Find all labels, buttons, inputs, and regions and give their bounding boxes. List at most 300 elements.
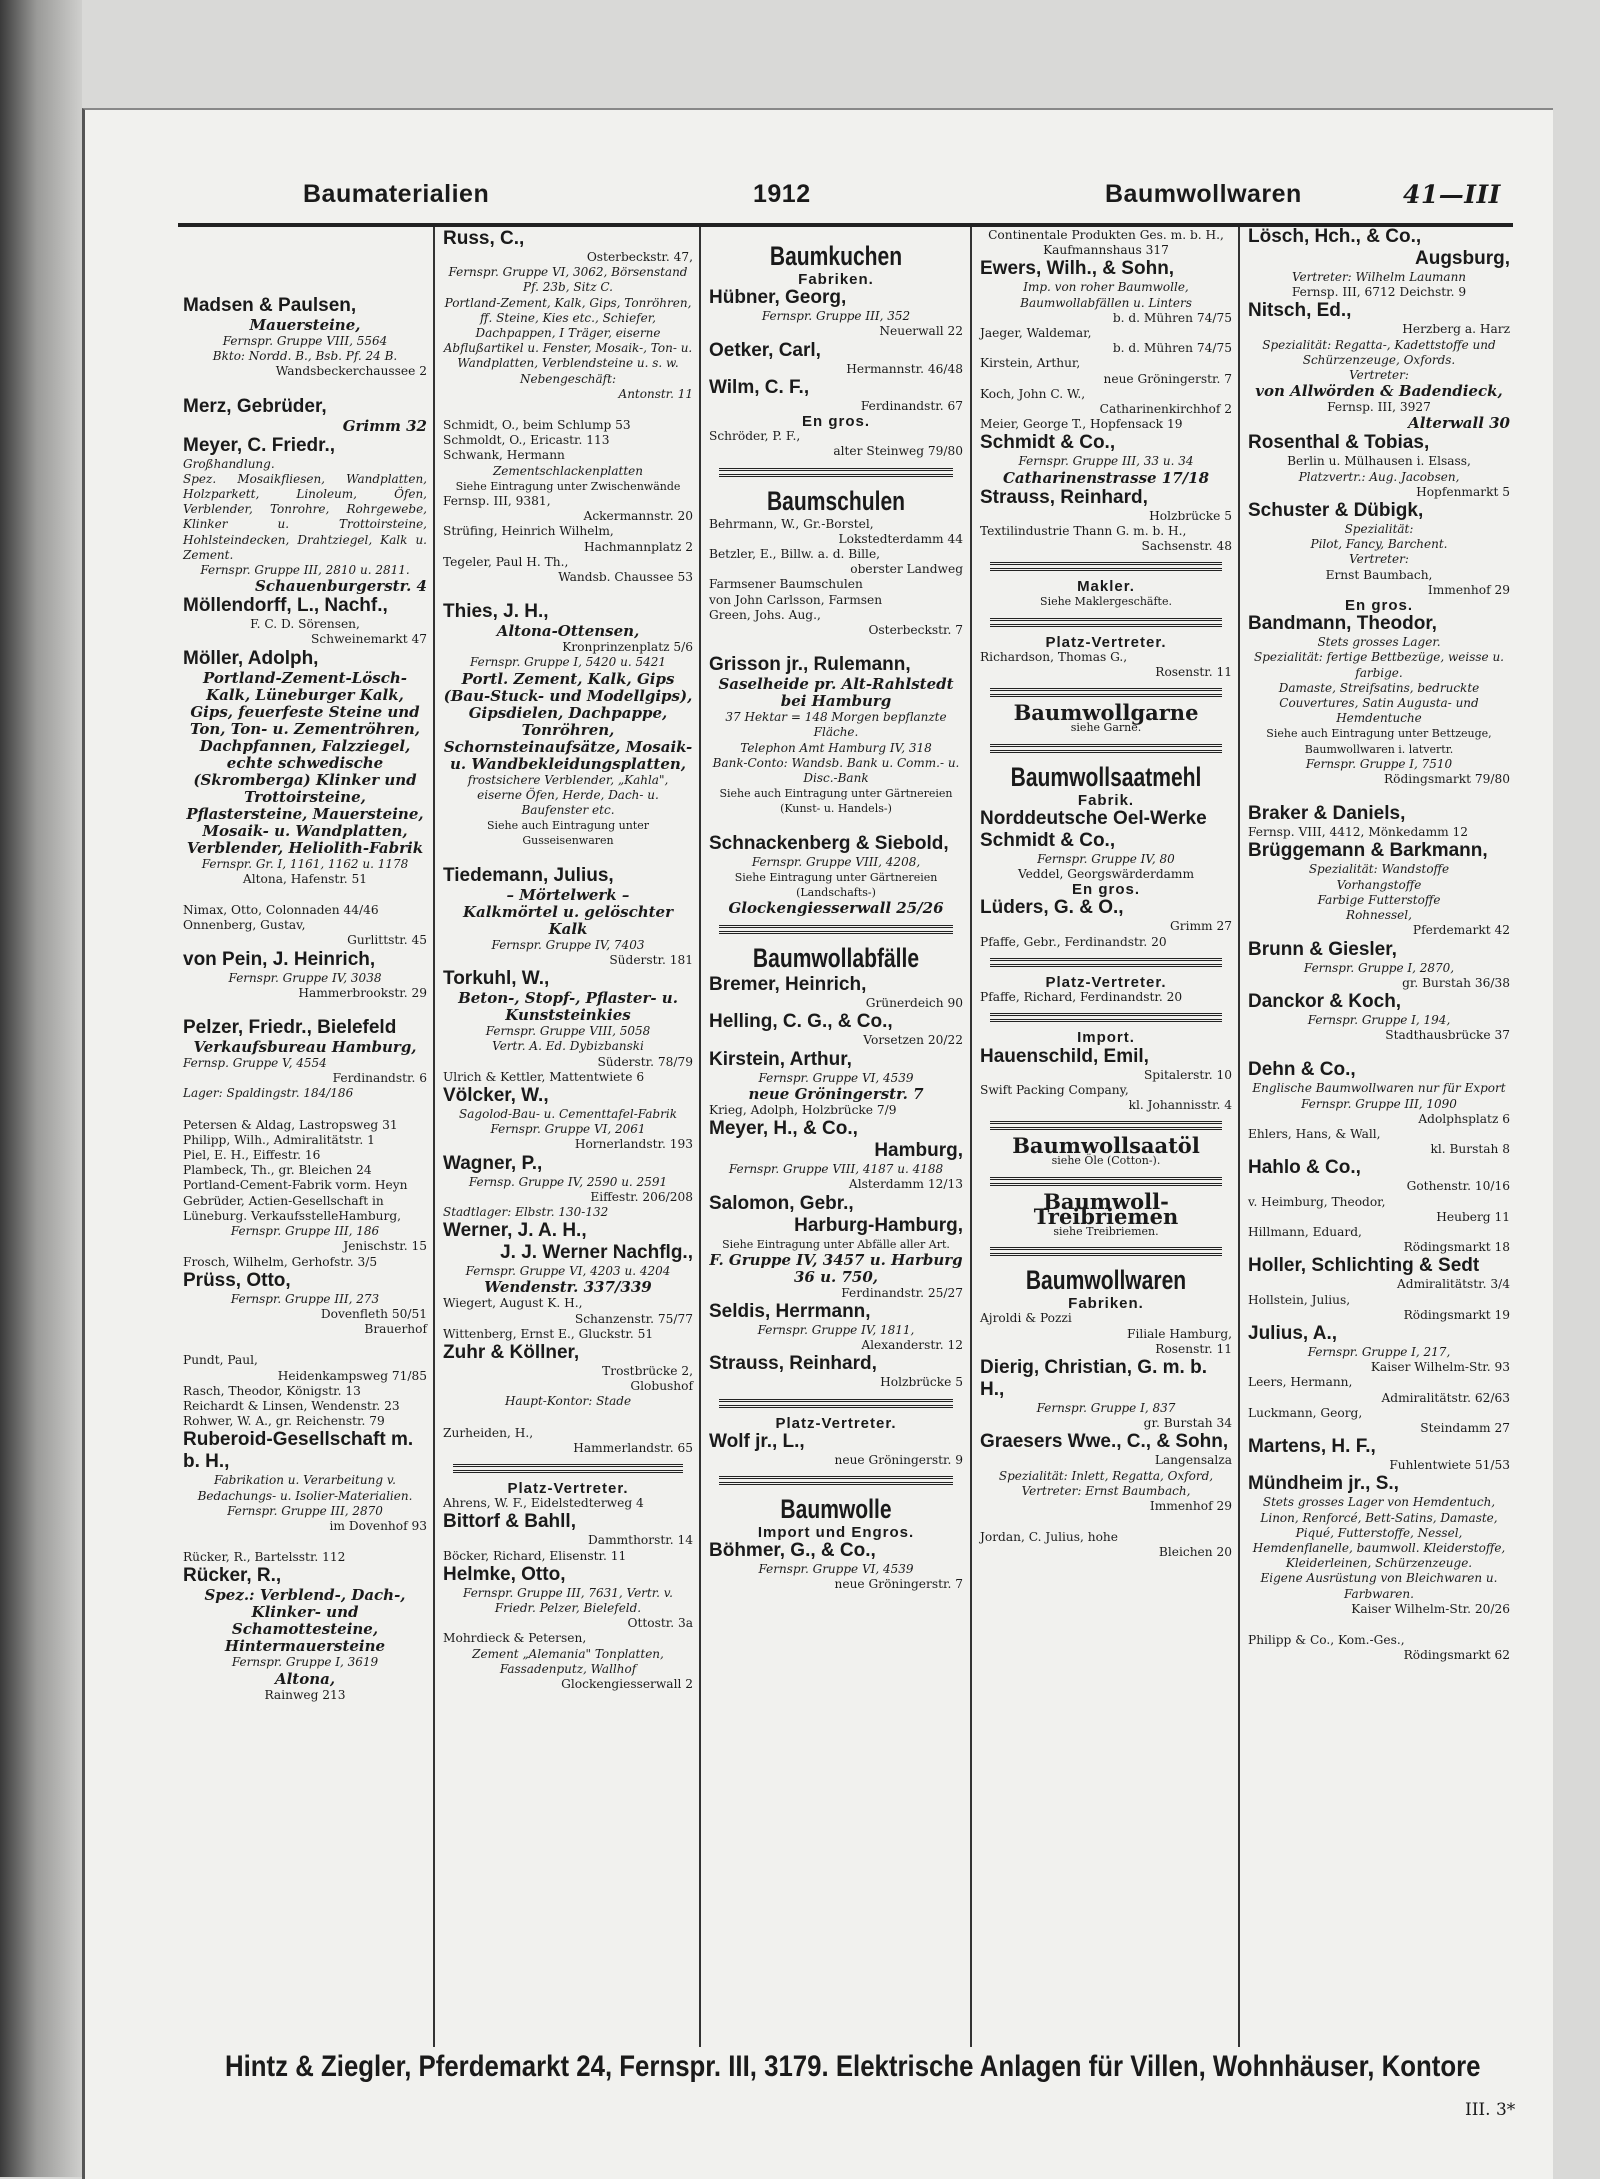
entry-address: Vorsetzen 20/22 — [863, 1033, 963, 1048]
entry-specialty: Spezialität: Wandstoffe — [1308, 862, 1450, 877]
section-subtitle: Import und Engros. — [757, 1523, 915, 1541]
entry-address: Rosenstr. 11 — [1155, 665, 1232, 680]
entry-address: alter Steinweg 79/80 — [833, 444, 963, 459]
double-rule — [719, 1399, 953, 1408]
section-heading: Baumwollsaatöl — [1012, 1133, 1200, 1159]
entry-name: Grisson jr., Rulemann, — [709, 654, 911, 676]
entry-name: von Pein, J. Heinrich, — [183, 948, 376, 970]
entry-address: Holzbrücke 5 — [1149, 508, 1232, 523]
entry-address: Lokstedterdamm 44 — [838, 531, 963, 546]
entry-line: Jaeger, Waldemar, — [980, 326, 1092, 341]
entry-line: Böcker, Richard, Elisenstr. 11 — [443, 1548, 627, 1563]
entry-name: Zuhr & Köllner, — [443, 1341, 580, 1363]
entry-name: Lüders, G. & O., — [980, 897, 1124, 919]
entry-address: Jenischstr. 15 — [343, 1239, 427, 1254]
entry-line: Plambeck, Th., gr. Bleichen 24 — [183, 1163, 372, 1178]
entry-name: Lösch, Hch., & Co., — [1248, 226, 1422, 247]
entry-name: Holler, Schlichting & Sedt — [1248, 1255, 1480, 1277]
entry-address: Grimm 32 — [342, 416, 427, 435]
entry-note: Siehe Eintragung unter Zwischenwände — [455, 479, 681, 493]
entry-name: Ruberoid-Gesellschaft m. b. H., — [183, 1429, 414, 1473]
section-subtitle: Platz-Vertreter. — [775, 1414, 897, 1432]
entry-name: Russ, C., — [443, 228, 525, 249]
entry-address: Süderstr. 181 — [609, 952, 693, 967]
column-3 — [709, 240, 963, 1593]
entry-phone: Fernspr. Gruppe IV, 7403 — [491, 937, 645, 952]
section-heading: Baumwoll-Treibriemen — [1033, 1188, 1179, 1229]
entry-line: Rohwer, W. A., gr. Reichenstr. 79 — [183, 1414, 385, 1429]
entry-line: Ernst Baumbach, — [1325, 567, 1433, 582]
entry-address: neue Gröningerstr. 7 — [834, 1577, 963, 1592]
entry-line: Swift Packing Company, — [980, 1082, 1129, 1097]
entry-line: Onnenberg, Gustav, — [183, 918, 306, 933]
entry-phone: Fernspr. Gruppe VIII, 4187 u. 4188 — [728, 1162, 944, 1177]
entry-specialty: Spezialität: Regatta-, Kadettstoffe und Schürzenzeuge, Oxfords. — [1262, 337, 1496, 367]
section-subtitle: Fabrik. — [1077, 791, 1135, 809]
entry-address: Catharinenkirchhof 2 — [1099, 402, 1232, 417]
entry-note: 37 Hektar = 148 Morgen bepflanzte Fläche. — [725, 710, 947, 740]
entry-address: Grünerdeich 90 — [865, 996, 963, 1011]
entry-note: Vertreter: — [1349, 552, 1409, 567]
entry-note: Eigene Ausrüstung von Bleichwaren u. Farbwaren. — [1260, 1571, 1498, 1601]
entry-name: Dehn & Co., — [1248, 1059, 1356, 1081]
double-rule — [990, 688, 1222, 697]
entry-phone: Fernspr. Gruppe III, 7631, Vertr. v. Friedr. Pelzer, Bielefeld. — [463, 1585, 673, 1615]
entry-address: Rödingsmarkt 18 — [1403, 1240, 1510, 1255]
section-subtitle: Fabriken. — [798, 271, 874, 288]
entry-address: Ackermannstr. 20 — [583, 509, 693, 524]
section-heading: Baumwollabfälle — [752, 943, 920, 974]
entry-note: Vertreter: Wilhelm Laumann — [1291, 270, 1467, 284]
entry-phone: Fernspr. Gruppe VIII, 5564 — [222, 334, 388, 348]
section-subtitle: Platz-Vertreter. — [1045, 973, 1167, 991]
entry-name: Norddeutsche Oel-Werke Schmidt & Co., — [980, 807, 1207, 851]
entry-address: Immenhof 29 — [1427, 582, 1510, 597]
entry-phone: Fernspr. Gruppe I, 2870, — [1303, 960, 1455, 975]
entry-line: Kirstein, Arthur, — [980, 356, 1081, 371]
entry-note: Lager: Spaldingstr. 184/186 — [183, 1086, 354, 1101]
entry-line: Luckmann, Georg, — [1248, 1405, 1363, 1420]
entry-address: Rödingsmarkt 79/80 — [1383, 772, 1510, 787]
entry-line: Tegeler, Paul H. Th., — [443, 554, 569, 569]
entry-note: Vertreter: — [1349, 368, 1409, 383]
entry-address: Heuberg 11 — [1436, 1209, 1510, 1224]
entry-line: v. Heimburg, Theodor, — [1248, 1194, 1386, 1209]
entry-address: b. d. Mühren 74/75 — [1112, 310, 1232, 325]
entry-address: Gothenstr. 10/16 — [1406, 1179, 1510, 1194]
entry-line: Frosch, Wilhelm, Gerhofstr. 3/5 — [183, 1254, 378, 1269]
entry-name: Möller, Adolph, — [183, 647, 319, 669]
entry-line: von John Carlsson, Farmsen — [709, 592, 883, 607]
entry-specialty: Portl. Zement, Kalk, Gips (Bau-Stuck- und Modellgips), Gipsdielen, Dachpappe, Tonröhren, Schornsteinaufsätze, Mosaik- u. Wandbekleidungsplatten, — [443, 669, 693, 773]
entry-line: Textilindustrie Thann G. m. b. H., — [980, 523, 1187, 538]
entry-address: kl. Burstah 8 — [1430, 1142, 1510, 1157]
entry-address: Hopfenmarkt 5 — [1416, 484, 1510, 499]
entry-phone: Fernspr. Gruppe III, 33 u. 34 — [1018, 454, 1194, 469]
column-divider — [433, 227, 435, 2047]
entry-specialty: Verkaufsbureau Hamburg, — [193, 1038, 417, 1057]
section-subtitle: En gros. — [1071, 881, 1140, 899]
entry-line: Schröder, P. F., — [709, 429, 801, 444]
entry-note: Stadtlager: Elbstr. 130-132 — [443, 1204, 609, 1219]
entry-address: Trostbrücke 2, — [602, 1363, 693, 1378]
entry-address: Stadthausbrücke 37 — [1385, 1028, 1510, 1043]
entry-address: oberster Landweg — [850, 562, 963, 577]
entry-phone: Fernspr. Gruppe VI, 4539 — [758, 1562, 914, 1577]
entry-line: Rücker, R., Bartelsstr. 112 — [183, 1550, 346, 1565]
double-rule — [990, 744, 1222, 753]
entry-city: Augsburg, — [1415, 248, 1510, 269]
entry-line: Petersen & Aldag, Lastropsweg 31 — [183, 1117, 398, 1132]
entry-name: Rosenthal & Tobias, — [1248, 432, 1430, 454]
entry-phone: Fernsp. Gruppe V, 4554 — [183, 1056, 327, 1071]
entry-phone: Fernspr. Gruppe IV, 1811, — [757, 1322, 915, 1337]
entry-name: Braker & Daniels, — [1248, 803, 1406, 825]
entry-line: Ehlers, Hans, & Wall, — [1248, 1126, 1381, 1141]
entry-line: Hollstein, Julius, — [1248, 1292, 1351, 1307]
entry-address: Wandsb. Chaussee 53 — [558, 570, 693, 585]
entry-note: Siehe auch Eintragung unter Bettzeuge, Baumwollwaren i. latvertr. — [1266, 727, 1492, 756]
double-rule — [990, 1013, 1222, 1022]
entry-address: Alsterdamm 12/13 — [848, 1177, 963, 1192]
entry-phone: Fernspr. Gruppe I, 837 — [1036, 1400, 1176, 1415]
double-rule — [453, 1464, 683, 1473]
entry-specialty: Spez. Mosaikfliesen, Wandplatten, Holzparkett, Linoleum, Öfen, Verblender, Tonrohre, Rohrgewebe, Klinker u. Trottoirsteine, Hohlsteindecken, Drahtziegel, Kalk u. Zement. — [183, 471, 427, 562]
entry-address: Ferdinandstr. 6 — [332, 1071, 427, 1086]
directory-page — [82, 108, 1553, 2179]
entry-specialty: Englische Baumwollwaren nur für Export — [1252, 1081, 1506, 1096]
entry-address: Osterbeckstr. 47, — [586, 250, 693, 264]
entry-address: Fuhlentwiete 51/53 — [1389, 1458, 1510, 1473]
column-divider — [970, 227, 972, 2047]
entry-note: Haupt-Kontor: Stade — [504, 1394, 632, 1409]
entry-address: im Dovenhof 93 — [329, 1518, 427, 1533]
entry-specialty: – Mörtelwerk – — [506, 885, 630, 904]
page-number: III. 3* — [1465, 2100, 1516, 2120]
entry-city: Langensalza — [1154, 1453, 1232, 1468]
entry-address: Hammerlandstr. 65 — [573, 1440, 693, 1455]
entry-note: eiserne Öfen, Herde, Dach- u. Baufenster etc. — [477, 787, 659, 818]
section-subtitle: Makler. — [1077, 578, 1135, 596]
entry-address: Hermannstr. 46/48 — [846, 361, 963, 376]
entry-address: Steindamm 27 — [1420, 1420, 1510, 1435]
entry-line: Richardson, Thomas G., — [980, 649, 1128, 664]
entry-specialty: Kalkmörtel u. gelöschter Kalk — [463, 902, 673, 938]
entry-address: Glockengiesserwall 25/26 — [728, 899, 944, 918]
entry-line: Zurheiden, H., — [443, 1425, 534, 1440]
section-heading: Baumschulen — [766, 485, 906, 516]
entry-specialty: Farbige Futterstoffe — [1317, 892, 1441, 907]
entry-name: Bittorf & Bahll, — [443, 1511, 576, 1533]
entry-line: Jordan, C. Julius, hohe — [980, 1530, 1118, 1545]
entry-city: Harburg-Hamburg, — [794, 1214, 963, 1236]
entry-specialty: Damaste, Streifsatins, bedruckte Couvertures, Satin Augusta- und Hemdentuche — [1278, 680, 1480, 726]
entry-name: Torkuhl, W., — [443, 968, 550, 990]
entry-note: Spezialität: — [1344, 522, 1414, 537]
double-rule — [990, 1177, 1222, 1186]
entry-address: Globushof — [630, 1379, 693, 1394]
entry-city: Saselheide pr. Alt-Rahlstedt bei Hamburg — [718, 675, 954, 711]
entry-name: Kirstein, Arthur, — [709, 1048, 852, 1070]
book-binding — [0, 0, 82, 2177]
entry-note: Vertreter: Ernst Baumbach, — [1021, 1483, 1191, 1498]
section-heading: Baumkuchen — [769, 241, 903, 271]
header-left: Baumaterialien — [303, 180, 490, 208]
double-rule — [990, 562, 1222, 571]
entry-phone: Fernspr. Gruppe I, 7510 — [1305, 756, 1453, 771]
entry-name: Oetker, Carl, — [709, 339, 821, 361]
entry-specialty: Pilot, Fancy, Barchent. — [1310, 537, 1448, 552]
entry-address: neue Gröningerstr. 7 — [748, 1084, 924, 1103]
entry-address: Rainweg 213 — [264, 1687, 346, 1702]
entry-phone: Fernspr. Gruppe IV, 80 — [1037, 851, 1175, 866]
entry-phone: Fernsp. III, 3927 — [1327, 400, 1431, 415]
entry-address: Dovenfleth 50/51 — [320, 1306, 427, 1321]
section-heading: Baumwolle — [780, 1493, 892, 1524]
double-rule — [990, 958, 1222, 967]
entry-address: Hammerbrookstr. 29 — [298, 985, 427, 1000]
entry-line: Green, Johs. Aug., — [709, 607, 821, 622]
entry-address: Süderstr. 78/79 — [597, 1054, 693, 1069]
entry-phone: Fernspr. Gruppe IV, 3038 — [228, 970, 382, 985]
entry-address: Rosenstr. 11 — [1155, 1341, 1232, 1356]
entry-line: Krieg, Adolph, Holzbrücke 7/9 — [709, 1102, 897, 1117]
entry-city: Altona, — [274, 1669, 336, 1688]
column-1 — [183, 295, 427, 1703]
entry-address: Rödingsmarkt 19 — [1403, 1307, 1510, 1322]
entry-name: Schmidt & Co., — [980, 432, 1116, 454]
entry-phone: Fernsp. III, 6712 Deichstr. 9 — [1291, 285, 1467, 300]
column-4 — [980, 228, 1232, 1561]
entry-specialty: Stets grosses Lager von Hemdentuch, Linon, Renforcé, Bett-Satins, Damaste, Piqué, Futterstoffe, Nessel, Hemdenflanelle, baumwoll. Kleiderstoffe, Kleiderleinen, Schürzenzeuge. — [1252, 1495, 1506, 1571]
entry-phone: Fernspr. Gruppe I, 5420 u. 5421 — [469, 655, 667, 670]
entry-address: Schauenburgerstr. 4 — [255, 577, 427, 596]
entry-name: Wilm, C. F., — [709, 376, 810, 398]
entry-phone: Fernspr. Gruppe III, 1090 — [1301, 1096, 1457, 1111]
entry-address: Alexanderstr. 12 — [861, 1338, 963, 1353]
entry-address: Admiralitätstr. 62/63 — [1381, 1390, 1510, 1405]
entry-address: Hachmannplatz 2 — [583, 539, 693, 554]
entry-name: Wagner, P., — [443, 1152, 543, 1174]
entry-line: Piel, E. H., Eiffestr. 16 — [183, 1148, 321, 1163]
entry-specialty: Fabrikation u. Verarbeitung v. Bedachungs- u. Isolier-Materialien. — [197, 1473, 413, 1503]
entry-line: Ulrich & Kettler, Mattentwiete 6 — [443, 1069, 645, 1084]
double-rule — [990, 1121, 1222, 1130]
entry-phone: Fernspr. Gruppe VI, 4539 — [758, 1070, 914, 1085]
entry-name: Böhmer, G., & Co., — [709, 1540, 876, 1562]
entry-phone: Telephon Amt Hamburg IV, 318 — [740, 740, 932, 755]
section-heading: Baumwollgarne — [1013, 700, 1199, 726]
section-subtitle: Platz-Vertreter. — [1045, 633, 1167, 651]
entry-specialty: Imp. von roher Baumwolle, Baumwollabfällen u. Linters — [1020, 280, 1192, 310]
entry-address: Catharinenstrasse 17/18 — [1002, 468, 1210, 487]
entry-address: Admiralitätstr. 3/4 — [1396, 1277, 1510, 1292]
entry-name: Tiedemann, Julius, — [443, 864, 614, 886]
entry-line: Rasch, Theodor, Königstr. 13 — [183, 1383, 361, 1398]
entry-city: Hamburg, — [874, 1140, 963, 1162]
entry-name: Dierig, Christian, G. m. b. H., — [980, 1356, 1207, 1400]
entry-specialty: Beton-, Stopf-, Pflaster- u. Kunststeinkies — [458, 989, 678, 1025]
section-heading: Baumwollwaren — [1025, 1265, 1187, 1296]
entry-phone: Fernspr. Gruppe VIII, 5058 — [485, 1024, 651, 1039]
entry-address: Sachsenstr. 48 — [1141, 539, 1232, 554]
entry-phone: Fernspr. Gruppe I, 217, — [1307, 1344, 1451, 1359]
entry-line: Reichardt & Linsen, Wendenstr. 23 — [183, 1398, 400, 1413]
entry-phone: Fernsp. III, 9381, — [443, 494, 551, 509]
entry-name: Schnackenberg & Siebold, — [709, 832, 949, 854]
entry-line: Continentale Produkten Ges. m. b. H., Kaufmannshaus 317 — [988, 228, 1224, 258]
section-subtitle: En gros. — [1344, 597, 1413, 615]
entry-address: Bleichen 20 — [1158, 1545, 1232, 1560]
section-subtitle: Platz-Vertreter. — [507, 1479, 629, 1497]
entry-line: Pfaffe, Richard, Ferdinandstr. 20 — [980, 990, 1183, 1005]
section-subtitle: En gros. — [801, 413, 870, 431]
entry-line: Hillmann, Eduard, — [1248, 1224, 1362, 1239]
entry-specialty: Zement „Alemania" Tonplatten, Fassadenputz, Wallhof — [472, 1646, 664, 1676]
entry-line: Ahrens, W. F., Eidelstedterweg 4 — [443, 1496, 644, 1511]
entry-address: neue Gröningerstr. 7 — [1103, 371, 1232, 386]
entry-name: Thies, J. H., — [443, 601, 549, 623]
entry-address: Wandsbeckerchaussee 2 — [275, 364, 427, 379]
entry-address: Osterbeckstr. 7 — [868, 623, 963, 638]
entry-line: Portland-Cement-Fabrik vorm. Heyn Gebrüder, Actien-Gesellschaft in Lüneburg. VerkaufsstelleHamburg, — [183, 1178, 408, 1223]
entry-phone: Fernsp. Gruppe IV, 2590 u. 2591 — [468, 1174, 668, 1189]
entry-line: Koch, John C. W., — [980, 386, 1086, 401]
entry-phone: Fernspr. Gruppe I, 3619 — [231, 1655, 379, 1670]
entry-address: gr. Burstah 34 — [1143, 1416, 1232, 1431]
entry-line: Philipp, Wilh., Admiralitätstr. 1 — [183, 1132, 375, 1147]
entry-line: Pfaffe, Gebr., Ferdinandstr. 20 — [980, 934, 1167, 949]
entry-name: Meyer, C. Friedr., — [183, 434, 336, 456]
entry-phone: Fernspr. Gr. I, 1161, 1162 u. 1178 — [201, 856, 409, 871]
entry-address: Adolphsplatz 6 — [1418, 1111, 1510, 1126]
entry-address: Grimm 27 — [1170, 919, 1232, 934]
entry-address: Filiale Hamburg, — [1126, 1326, 1232, 1341]
entry-address: Gurlittstr. 45 — [347, 933, 427, 948]
entry-address: Schanzenstr. 75/77 — [574, 1311, 693, 1326]
entry-address: Ottostr. 3a — [627, 1616, 693, 1631]
entry-line: Pundt, Paul, — [183, 1353, 258, 1368]
entry-name: Ewers, Wilh., & Sohn, — [980, 258, 1175, 280]
entry-note: Siehe auch Eintragung unter Gärtnereien (Kunst- u. Handels-) — [719, 787, 953, 816]
double-rule — [719, 1476, 953, 1485]
entry-city: Altona-Ottensen, — [496, 622, 640, 641]
entry-representative: von Allwörden & Badendieck, — [1255, 382, 1503, 401]
entry-name: Mündheim jr., S., — [1248, 1473, 1399, 1495]
entry-line: Philipp & Co., Kom.-Ges., — [1248, 1633, 1405, 1647]
entry-specialty: Spezialität: Inlett, Regatta, Oxford, — [998, 1468, 1214, 1483]
double-rule — [990, 1247, 1222, 1256]
entry-line: Nimax, Otto, Colonnaden 44/46 — [183, 903, 379, 918]
entry-specialty: Sagolod-Bau- u. Cementtafel-Fabrik — [459, 1106, 677, 1121]
entry-address: Immenhof 29 — [1149, 1498, 1232, 1513]
entry-name: Helling, C. G., & Co., — [709, 1011, 893, 1033]
entry-name: Danckor & Koch, — [1248, 990, 1402, 1012]
entry-phone: Fernspr. Gruppe III, 352 — [761, 309, 911, 324]
double-rule — [719, 468, 953, 477]
entry-name: Merz, Gebrüder, — [183, 395, 327, 417]
entry-line: Wittenberg, Ernst E., Gluckstr. 51 — [443, 1326, 654, 1341]
entry-line: Betzler, E., Billw. a. d. Bille, — [709, 547, 881, 562]
entry-name: Seldis, Herrmann, — [709, 1300, 871, 1322]
entry-address: Altona, Hafenstr. 51 — [242, 871, 368, 886]
column-divider — [1238, 227, 1240, 2047]
entry-phone: Fernspr. Gruppe III, 2870 — [227, 1503, 383, 1518]
entry-bank: Bkto: Nordd. B., Bsb. Pf. 24 B. — [212, 349, 398, 364]
entry-specialty: Rohnessel, — [1346, 908, 1412, 923]
entry-phone: Fernspr. Gruppe I, 194, — [1307, 1012, 1451, 1027]
entry-phone: Fernspr. Gruppe III, 273 — [230, 1291, 380, 1306]
entry-specialty: Mauersteine, — [249, 316, 361, 334]
entry-name: Pelzer, Friedr., Bielefeld — [183, 1017, 397, 1039]
entry-name: Meyer, H., & Co., — [709, 1118, 858, 1140]
entry-address: Alterwall 30 — [1408, 414, 1510, 433]
entry-city: Herzberg a. Harz — [1402, 322, 1510, 337]
entry-name: Julius, A., — [1248, 1322, 1338, 1344]
entry-line: Behrmann, W., Gr.-Borstel, — [709, 516, 874, 531]
entry-specialty: Portland-Zement, Kalk, Gips, Tonröhren, ff. Steine, Kies etc., Schiefer, Dachpappen, I Träger, eiserne Abflußartikel u. Fenster, Mosaik-, Ton- u. Wandplatten, Verblendsteine u. s. w. — [443, 295, 693, 371]
entry-name: Strauss, Reinhard, — [980, 486, 1148, 508]
entry-name: J. J. Werner Nachflg., — [500, 1242, 693, 1264]
column-5 — [1248, 226, 1510, 1663]
entry-line: Schwank, Hermann — [443, 448, 565, 463]
column-2 — [443, 228, 693, 1692]
entry-address: Neuerwall 22 — [879, 324, 963, 339]
section-subtitle: Fabriken. — [1068, 1295, 1144, 1313]
section-heading: Baumwollsaatmehl — [1010, 761, 1202, 792]
entry-address: Antonstr. 11 — [618, 386, 693, 401]
entry-name: Hübner, Georg, — [709, 287, 847, 309]
entry-name: Madsen & Paulsen, — [183, 295, 357, 316]
entry-address: Kaiser Wilhelm-Str. 93 — [1370, 1360, 1510, 1375]
entry-note: Siehe Maklergeschäfte. — [1040, 595, 1172, 609]
entry-city: Berlin u. Mülhausen i. Elsass, — [1287, 454, 1471, 469]
entry-line: Meier, George T., Hopfensack 19 — [980, 417, 1183, 432]
entry-name: Bremer, Heinrich, — [709, 974, 867, 996]
entry-address: Hornerlandstr. 193 — [574, 1137, 693, 1152]
entry-specialty: Spezialität: fertige Bettbezüge, weisse u. farbige. — [1254, 650, 1504, 680]
section-subtitle: Import. — [1077, 1029, 1135, 1047]
entry-name: Hauenschild, Emil, — [980, 1045, 1149, 1067]
entry-phone: Fernspr. Gruppe VI, 4203 u. 4204 — [465, 1264, 671, 1279]
entry-name: Möllendorff, L., Nachf., — [183, 595, 388, 617]
entry-address: Veddel, Georgswärderdamm — [1017, 867, 1195, 882]
entry-address: Kaiser Wilhelm-Str. 20/26 — [1351, 1601, 1510, 1616]
entry-note: Vertr. A. Ed. Dybizbanski — [492, 1039, 644, 1054]
entry-address: Ferdinandstr. 67 — [860, 398, 963, 413]
column-divider — [699, 227, 701, 2047]
entry-address: Kronprinzenplatz 5/6 — [562, 640, 693, 655]
entry-specialty: Zementschlackenplatten — [492, 463, 644, 478]
entry-note: Nebengeschäft: — [520, 371, 616, 386]
entry-line: Ajroldi & Pozzi — [980, 1311, 1072, 1326]
double-rule — [719, 925, 953, 934]
entry-phone: Fernspr. Gruppe III, 2810 u. 2811. — [200, 563, 410, 578]
entry-address: Schweinemarkt 47 — [311, 632, 427, 647]
entry-note: Platzvertr.: Aug. Jacobsen, — [1298, 469, 1460, 484]
entry-note: siehe Treibriemen. — [1053, 1224, 1159, 1238]
entry-phone: Fernspr. Gruppe III, 186 — [230, 1224, 380, 1239]
entry-note: Siehe Eintragung unter Abfälle aller Art. — [722, 1237, 950, 1251]
entry-name: Hahlo & Co., — [1248, 1157, 1361, 1179]
header-year: 1912 — [753, 180, 811, 208]
entry-note: Siehe auch Eintragung unter Gusseisenwaren — [486, 819, 649, 848]
entry-name: Nitsch, Ed., — [1248, 300, 1352, 322]
entry-bank: Bank-Conto: Wandsb. Bank u. Comm.- u. Disc.-Bank — [712, 755, 960, 786]
entry-address: neue Gröningerstr. 9 — [834, 1452, 963, 1467]
entry-name: Martens, H. F., — [1248, 1436, 1376, 1458]
entry-address: b. d. Mühren 74/75 — [1112, 341, 1232, 356]
